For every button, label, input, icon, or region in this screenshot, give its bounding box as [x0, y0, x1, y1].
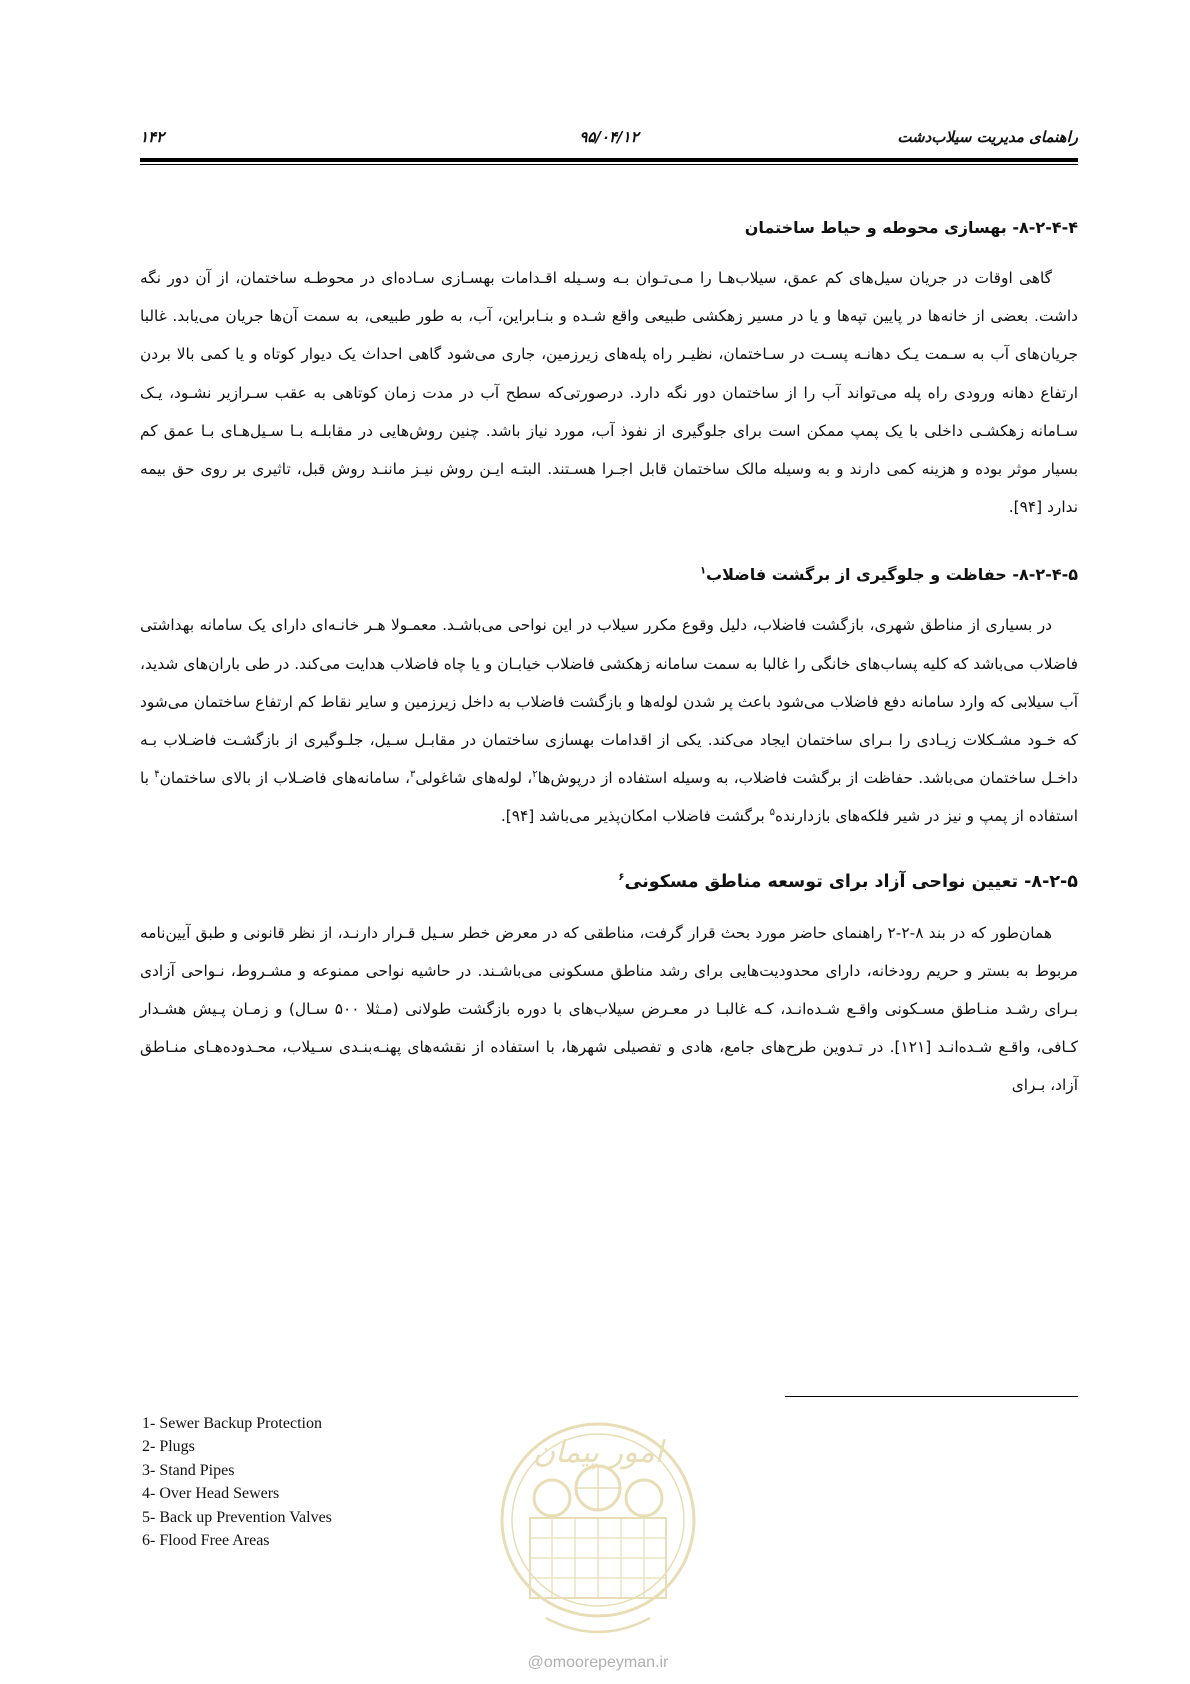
section-heading-yard-improvement — [140, 213, 1078, 243]
heading-text: ۸-۲-۴-۵- حفاظت و جلوگیری از برگشت فاضلاب — [706, 565, 1078, 585]
footnote-item: 1- Sewer Backup Protection — [142, 1415, 322, 1432]
footnote-ref: ۱ — [699, 566, 707, 578]
paragraph-part: برگشت فاضلاب امکان‌پذیر می‌باشد [۹۴]. — [500, 807, 770, 826]
header-rule-thin — [140, 164, 1078, 165]
footnote-item: 3- Stand Pipes — [142, 1461, 235, 1479]
header-rule-thick — [140, 158, 1078, 162]
header-title: راهنمای مدیریت سیلاب‌دشت — [897, 128, 1078, 146]
footnote-ref: ۶ — [618, 871, 625, 883]
footnote-item: 5- Back up Prevention Valves — [142, 1508, 332, 1526]
footnote-ref: ۳ — [409, 769, 416, 781]
footnote-item: 6- Flood Free Areas — [142, 1532, 270, 1550]
footnote-ref: ۵ — [769, 807, 776, 819]
running-header — [140, 128, 1078, 156]
paragraph-part: ، لوله‌های شاغولی — [415, 769, 533, 788]
footnote-ref: ۴ — [154, 769, 160, 781]
watermark-logo-icon — [490, 1418, 706, 1650]
footnote-item: 2- Plugs — [142, 1438, 195, 1456]
paragraph-yard-improvement: گاهی اوقات در جریان سیل‌های کم عمق، سیلاب‌هـا را مـی‌تـوان بـه وسـیله اقـدامات بهسـازی سـاده‌ای در محوطـه ساختمان، از آن دور نگه داشت. بعضی از خانه‌ها در پایین تپه‌ها و یا در مسیر زهکشی طبیعی واقع شـده و بنـابراین، آب، به طور طبیعی، به سمت آن‌ها جریان می‌یابد. غالبا جریان‌های آب به سـمت یـک دهانـه پسـت در سـاختمان، نظیـر راه پله‌های زیرزمین، جاری می‌شود گاهی احداث یک دیوار کوتاه و یا کمی بالا بردن ارتفاع دهانه ورودی راه پله می‌تواند آب را از ساختمان دور نگه دارد. درصورتی‌که سطح آب در مدت زمان کوتاهی به عقب سـرازیر نشـود، یـک سـامانه زهکشـی داخلی با یک پمپ ممکن است برای جلوگیری از نفوذ آب، مورد نیاز باشد. چنین روش‌هایی در مقابلـه بـا سـیل‌هـای بـا عمق کم بسیار موثر بوده و هزینه کمی دارند و به وسیله مالک ساختمان قابل اجـرا هسـتند. البتـه ایـن روش نیـز ماننـد روش قبل، تاثیری بر روی حق بیمه ندارد [۹۴]. — [140, 269, 1078, 517]
paragraph-sewer-backup — [140, 606, 1078, 835]
footnotes — [142, 1412, 502, 1552]
section-heading-flood-free-areas — [140, 866, 1078, 898]
heading-text: ۸-۲-۴-۴- بهسازی محوطه و حیاط ساختمان — [744, 218, 1078, 237]
paragraph-part: ، سامانه‌های فاضـلاب از بالای ساختمان — [159, 769, 410, 788]
watermark-logo-text: امور پیمان — [533, 1435, 663, 1470]
page-number: ۱۴۲ — [140, 128, 165, 146]
main-content — [140, 213, 1078, 1105]
watermark-url: @omoorepeyman.ir — [527, 1654, 669, 1671]
paragraph-part: در بسیاری از مناطق شهری، بازگشت فاضلاب، دلیل وقوع مکرر سیلاب در این نواحی می‌باشـد. معمـولا هـر خانـه‌ای دارای یک سامانه بهداشتی فاضلاب می‌باشد که کلیه پساب‌های خانگی را غالبا به سمت سامانه زهکشی فاضلاب خیابـان و یا چاه فاضلاب هدایت می‌کند. در طی باران‌های شدید، آب سیلابی که وارد سامانه دفع فاضلاب می‌شود باعث پر شدن لوله‌ها و بازگشت فاضلاب به داخل زیرزمین و سایر نقاط کم ارتفاع ساختمان می‌شود که خـود مشـکلات زیـادی را بـرای ساختمان ایجاد می‌کند. یکی از اقدامات بهسازی ساختمان در مقابـل سـیل، جلـوگیری از بازگشـت فاضـلاب بـه داخـل ساختمان می‌باشد. حفاظت از برگشت فاضلاب، به وسیله استفاده از درپوش‌ها — [140, 616, 1078, 788]
heading-text: ۸-۲-۵- تعیین نواحی آزاد برای توسعه مناطق مسکونی — [624, 871, 1078, 892]
footnote-separator — [785, 1396, 1078, 1397]
paragraph-part: با استفاده از پمپ و نیز در شیر فلکه‌های بازدارنده — [140, 769, 1078, 826]
footnote-ref: ۲ — [532, 769, 538, 781]
header-date: ۹۵/۰۴/۱۲ — [579, 128, 639, 146]
footnote-item: 4- Over Head Sewers — [142, 1485, 280, 1503]
paragraph-flood-free-areas: همان‌طور که در بند ۸-۲-۲ راهنمای حاضر مورد بحث قرار گرفت، مناطقی که در معرض خطر سـیل قـرار دارنـد، از نظر قانونی و طبق آیین‌نامه مربوط به بستر و حریم رودخانه، دارای محدودیت‌هایی برای رشد مناطق مسکونی می‌باشـند. در حاشیه نواحی ممنوعه و مشـروط، نـواحی آزادی بـرای رشـد منـاطق مسـکونی واقـع شـده‌انـد، کـه غالبـا در معـرض سیلاب‌های با دوره بازگشت طولانی (مـثلا ۵۰۰ سـال) و زمـان پـیش هشـدار کـافی، واقـع شـده‌انـد [۱۲۱]. در تـدوین طرح‌های جامع، هادی و تفصیلی شهرها، با استفاده از نقشه‌های پهنـه‌بنـدی سـیلاب، محـدوده‌هـای منـاطق آزاد، بـرای — [140, 923, 1078, 1095]
section-heading-sewer-backup — [140, 560, 1078, 590]
